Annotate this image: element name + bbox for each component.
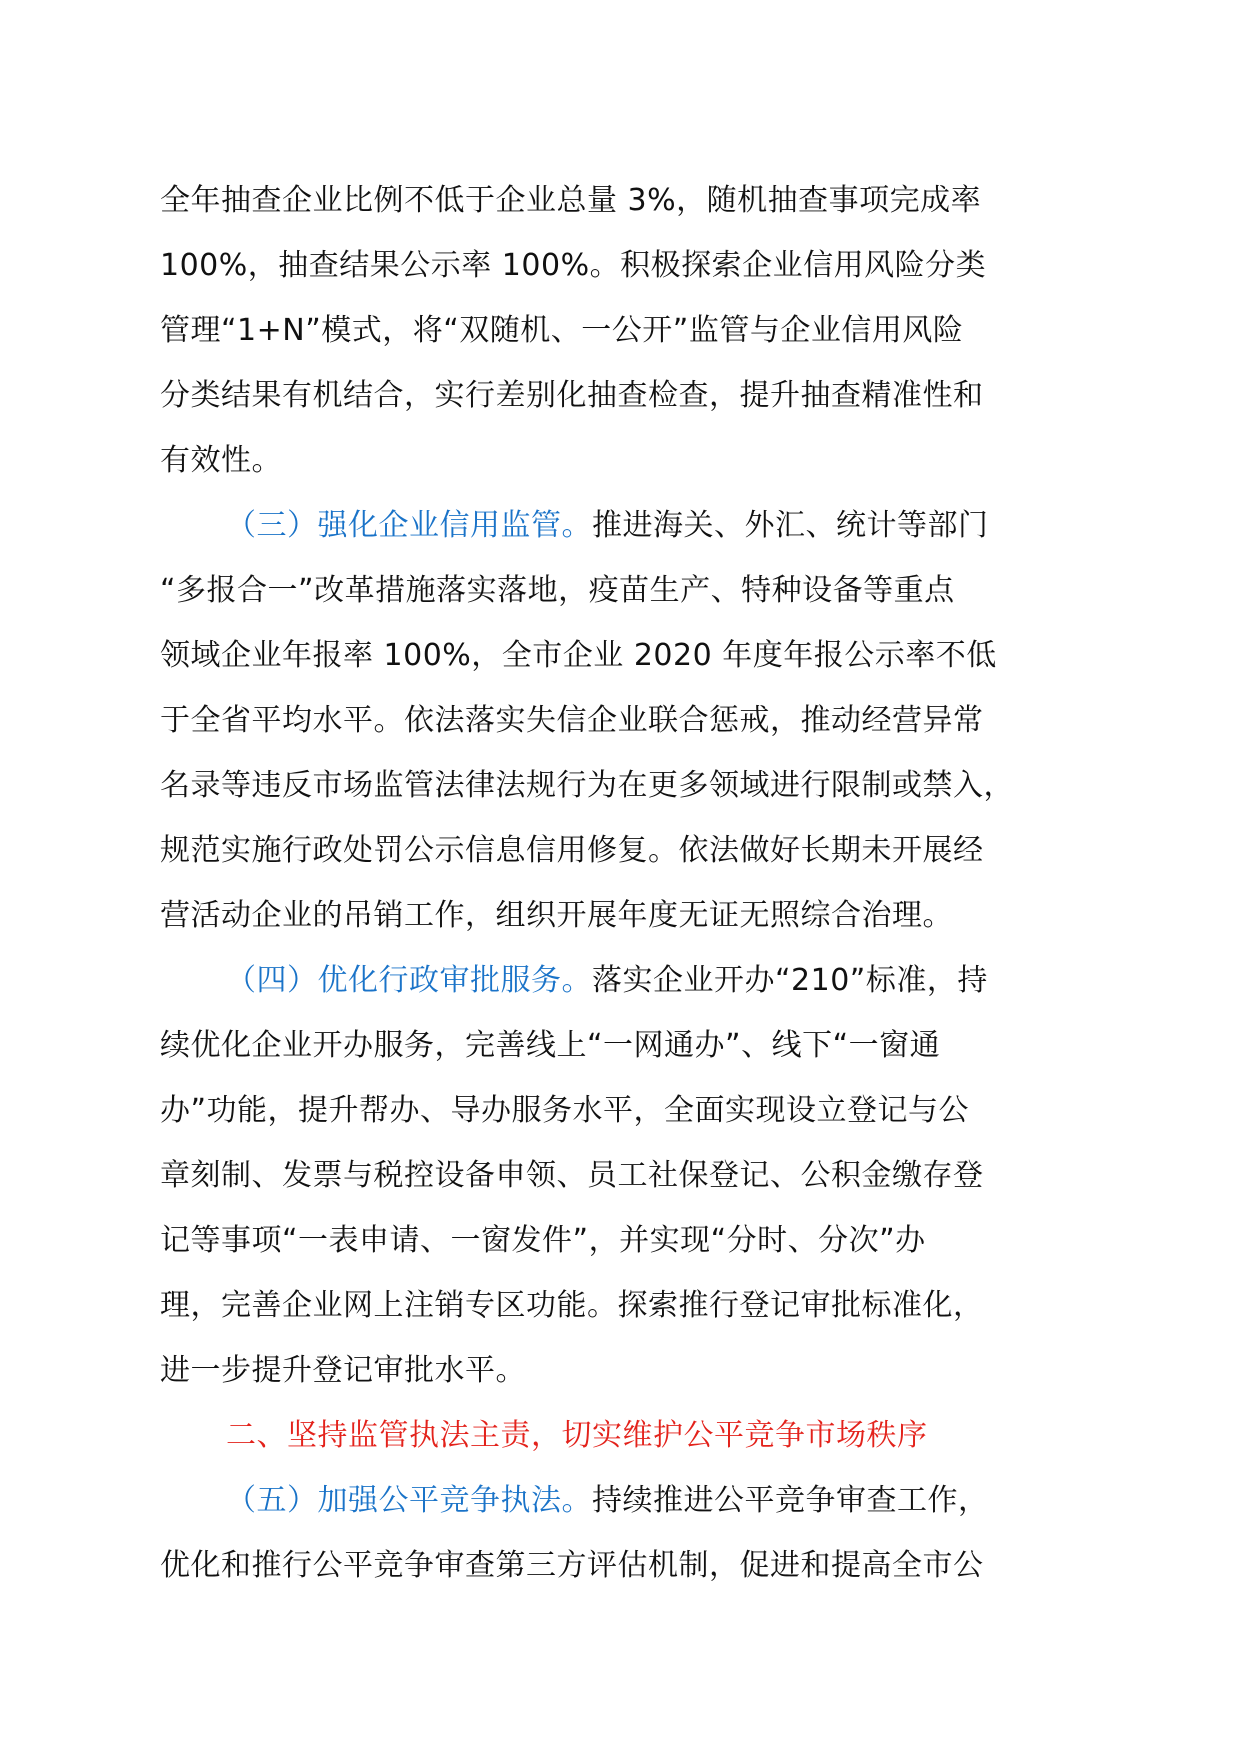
text-line: 续优化企业开办服务，完善线上“一网通办”、线下“一窗通 [160,1028,941,1063]
text-line: 于全省平均水平。依法落实失信企业联合惩戒，推动经营异常 [160,703,984,738]
text-line: 规范实施行政处罚公示信息信用修复。依法做好长期未开展经 [160,833,984,868]
subheading: （四）优化行政审批服务。 [226,963,592,998]
text-line: 100%，抽查结果公示率 100%。积极探索企业信用风险分类 [160,248,987,283]
text-line [160,493,1090,558]
section-title [160,1403,1090,1468]
text-line: 有效性。 [160,443,282,478]
text-line: 记等事项“一表申请、一窗发件”，并实现“分时、分次”办 [160,1223,926,1258]
text-line: 全年抽查企业比例不低于企业总量 3%，随机抽查事项完成率 [160,183,982,218]
text-line: “多报合一”改革措施落实落地，疫苗生产、特种设备等重点 [160,573,955,608]
text-line [160,1468,1090,1533]
text-line: 管理“1+N”模式，将“双随机、一公开”监管与企业信用风险 [160,313,964,348]
document-page [160,168,1090,1598]
text-run: 持续推进公平竞争审查工作， [592,1483,989,1518]
paragraph-administrative-approval [160,948,1090,1403]
text-line: 章刻制、发票与税控设备申领、员工社保登记、公积金缴存登 [160,1158,984,1193]
subheading: （五）加强公平竞争执法。 [226,1483,592,1518]
text-run: 落实企业开办“210”标准，持 [592,963,988,998]
text-line: 优化和推行公平竞争审查第三方评估机制，促进和提高全市公 [160,1548,984,1583]
text-line: 进一步提升登记审批水平。 [160,1353,526,1388]
paragraph-fair-competition [160,1468,1090,1598]
text-line: 名录等违反市场监管法律法规行为在更多领域进行限制或禁入， [160,768,1014,803]
subheading: （三）强化企业信用监管。 [226,508,592,543]
paragraph-credit-supervision [160,493,1090,948]
text-line [160,948,1090,1013]
text-run: 推进海关、外汇、统计等部门 [592,508,989,543]
text-line: 营活动企业的吊销工作，组织开展年度无证无照综合治理。 [160,898,953,933]
section-heading: 二、坚持监管执法主责，切实维护公平竞争市场秩序 [226,1418,928,1453]
text-line: 理，完善企业网上注销专区功能。探索推行登记审批标准化， [160,1288,984,1323]
text-line: 办”功能，提升帮办、导办服务水平，全面实现设立登记与公 [160,1093,970,1128]
paragraph-sampling [160,168,1090,493]
text-line: 领域企业年报率 100%，全市企业 2020 年度年报公示率不低 [160,638,997,673]
text-line: 分类结果有机结合，实行差别化抽查检查，提升抽查精准性和 [160,378,984,413]
